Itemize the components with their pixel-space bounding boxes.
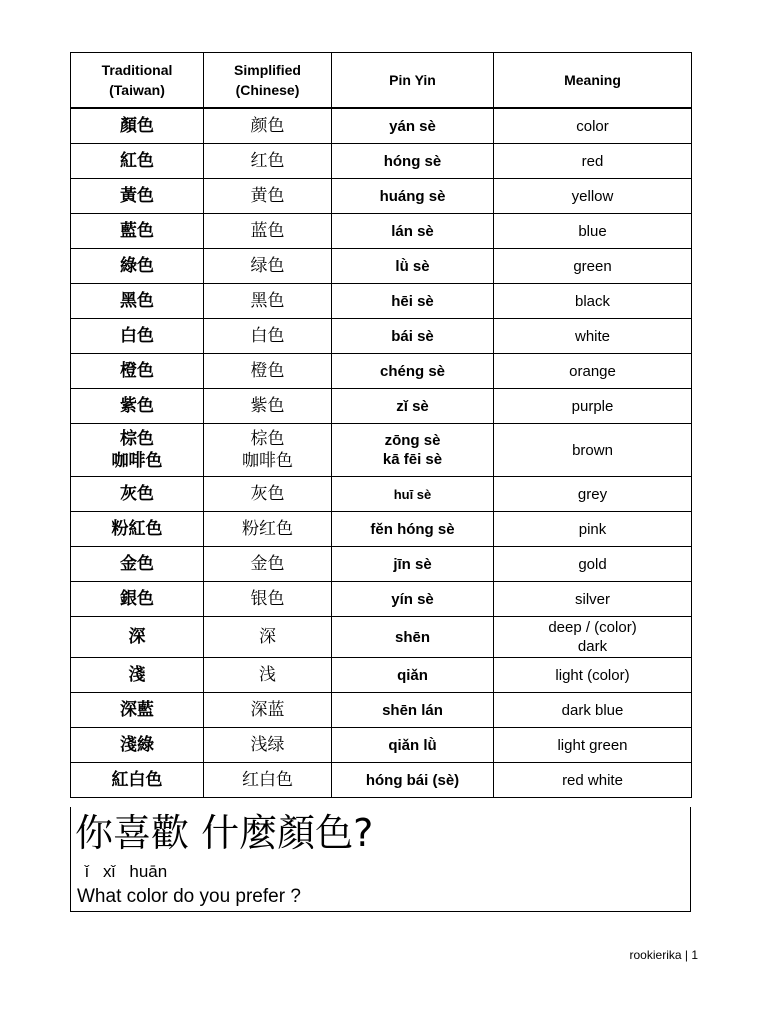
simplified-cell [204, 547, 332, 582]
meaning-cell-text: dark [577, 638, 608, 655]
traditional-cell-text: 深藍 [120, 700, 154, 720]
meaning-cell-text: red [581, 152, 604, 170]
meaning-cell [494, 284, 692, 319]
simplified-cell-text: 银色 [250, 589, 285, 609]
meaning-cell-text: yellow [571, 187, 614, 205]
traditional-cell [71, 249, 204, 284]
traditional-cell-text: 棕色 [120, 429, 154, 449]
table-row [71, 144, 692, 179]
simplified-cell-text: 红色 [250, 151, 285, 171]
header-meaning: Meaning [494, 53, 692, 109]
simplified-cell-text: 粉红色 [242, 519, 293, 539]
meaning-cell-text: deep / (color) [548, 619, 637, 636]
pinyin-cell-text: zǐ sè [396, 397, 429, 415]
meaning-cell-text: black [574, 292, 611, 310]
pinyin-cell [332, 214, 494, 249]
pinyin-cell-text: kā fēi sè [382, 451, 443, 468]
traditional-cell-text: 灰色 [120, 484, 154, 504]
meaning-cell-text: light green [557, 736, 628, 754]
pinyin-cell-text: hóng bái (sè) [365, 771, 460, 789]
table-row [71, 477, 692, 512]
meaning-cell-text: purple [571, 397, 614, 415]
table-row [71, 214, 692, 249]
traditional-cell [71, 512, 204, 547]
pinyin-cell [332, 249, 494, 284]
table-row [71, 693, 692, 728]
table-row [71, 179, 692, 214]
simplified-cell [204, 617, 332, 658]
simplified-cell [204, 214, 332, 249]
table-body [71, 108, 692, 798]
pinyin-cell [332, 108, 494, 144]
meaning-cell [494, 319, 692, 354]
traditional-cell-text: 咖啡色 [111, 451, 163, 471]
simplified-cell [204, 284, 332, 319]
meaning-cell [494, 547, 692, 582]
header-traditional [71, 53, 204, 109]
meaning-cell [494, 214, 692, 249]
simplified-cell-text: 棕色 [250, 429, 285, 449]
table-row [71, 728, 692, 763]
table-row [71, 284, 692, 319]
pinyin-cell [332, 693, 494, 728]
simplified-cell-text: 深蓝 [250, 700, 285, 720]
simplified-cell-text: 金色 [250, 554, 285, 574]
meaning-cell [494, 512, 692, 547]
pinyin-cell-text: chéng sè [379, 362, 446, 380]
pinyin-cell [332, 389, 494, 424]
meaning-cell [494, 763, 692, 798]
meaning-cell [494, 477, 692, 512]
meaning-cell-text: white [574, 327, 611, 345]
simplified-cell-text: 白色 [250, 326, 285, 346]
table-row [71, 658, 692, 693]
simplified-cell-text: 灰色 [250, 484, 285, 504]
traditional-cell [71, 284, 204, 319]
pinyin-cell-text: jīn sè [393, 555, 432, 573]
traditional-cell [71, 389, 204, 424]
meaning-cell [494, 389, 692, 424]
simplified-cell-text: 黄色 [250, 186, 285, 206]
pinyin-cell [332, 319, 494, 354]
simplified-cell [204, 424, 332, 477]
meaning-cell-text: blue [578, 222, 607, 240]
table-row [71, 354, 692, 389]
meaning-cell-text: orange [569, 362, 616, 380]
simplified-cell [204, 763, 332, 798]
simplified-cell-text: 绿色 [250, 256, 285, 276]
simplified-cell [204, 582, 332, 617]
simplified-cell [204, 354, 332, 389]
meaning-cell [494, 249, 692, 284]
table-row [71, 424, 692, 477]
traditional-cell-text: 銀色 [120, 589, 154, 609]
traditional-cell-text: 黑色 [120, 291, 154, 311]
table-row [71, 582, 692, 617]
simplified-cell [204, 512, 332, 547]
meaning-cell [494, 693, 692, 728]
pinyin-cell [332, 763, 494, 798]
question-pinyin: ǐ xǐ huān [85, 862, 168, 881]
header-traditional-line2: (Taiwan) [109, 82, 165, 98]
pinyin-cell [332, 284, 494, 319]
table-row [71, 319, 692, 354]
pinyin-cell [332, 617, 494, 658]
meaning-cell-text: light (color) [555, 666, 630, 684]
meaning-cell-text: green [573, 257, 612, 275]
pinyin-cell-text: yín sè [391, 590, 434, 608]
pinyin-cell-text: lán sè [391, 222, 434, 240]
traditional-cell [71, 728, 204, 763]
meaning-cell-text: dark blue [561, 701, 624, 719]
pinyin-cell [332, 477, 494, 512]
pinyin-cell [332, 547, 494, 582]
traditional-cell-text: 綠色 [120, 256, 154, 276]
table-row [71, 617, 692, 658]
simplified-cell [204, 728, 332, 763]
table-header-row [71, 53, 692, 109]
meaning-cell [494, 617, 692, 658]
meaning-cell-text: red white [562, 771, 623, 789]
traditional-cell-text: 紅白色 [111, 770, 163, 790]
pinyin-cell-text: lǜ sè [395, 257, 430, 275]
simplified-cell [204, 179, 332, 214]
traditional-cell-text: 淺 [128, 665, 146, 685]
meaning-cell-text: gold [578, 555, 607, 573]
meaning-cell-text: color [576, 117, 609, 135]
meaning-cell-text: grey [577, 485, 608, 503]
table-row [71, 512, 692, 547]
simplified-cell-text: 蓝色 [250, 221, 285, 241]
table-row [71, 547, 692, 582]
simplified-cell [204, 108, 332, 144]
vocabulary-table [70, 52, 692, 798]
pinyin-cell [332, 582, 494, 617]
simplified-cell [204, 144, 332, 179]
page-footer: rookierika | 1 [629, 948, 698, 962]
traditional-cell-text: 藍色 [120, 221, 154, 241]
traditional-cell-text: 粉紅色 [111, 519, 163, 539]
traditional-cell-text: 淺綠 [120, 735, 154, 755]
simplified-cell [204, 319, 332, 354]
simplified-cell [204, 477, 332, 512]
pinyin-cell-text: huáng sè [379, 187, 446, 205]
pinyin-cell [332, 144, 494, 179]
pinyin-cell [332, 512, 494, 547]
meaning-cell [494, 658, 692, 693]
traditional-cell [71, 477, 204, 512]
pinyin-cell-text: yán sè [389, 117, 436, 135]
table-row [71, 249, 692, 284]
question-english: What color do you prefer ? [77, 886, 301, 907]
traditional-cell-text: 黃色 [120, 186, 154, 206]
traditional-cell [71, 144, 204, 179]
meaning-cell-text: pink [578, 520, 607, 538]
pinyin-cell-text: fěn hóng sè [370, 520, 455, 538]
traditional-cell [71, 214, 204, 249]
simplified-cell-text: 深 [259, 627, 276, 647]
pinyin-cell [332, 179, 494, 214]
simplified-cell-text: 红白色 [242, 770, 293, 790]
header-simplified-line2: (Chinese) [235, 82, 300, 98]
traditional-cell [71, 319, 204, 354]
traditional-cell-text: 深 [128, 627, 146, 647]
meaning-cell [494, 424, 692, 477]
meaning-cell [494, 108, 692, 144]
pinyin-cell-text: shēn lán [382, 701, 443, 719]
traditional-cell [71, 582, 204, 617]
traditional-cell-text: 紫色 [120, 396, 154, 416]
pinyin-cell-text: huī sè [393, 486, 432, 502]
simplified-cell-text: 浅 [259, 665, 276, 685]
traditional-cell [71, 693, 204, 728]
traditional-cell-text: 白色 [120, 326, 154, 346]
pinyin-cell-text: zōng sè [384, 432, 441, 449]
simplified-cell [204, 389, 332, 424]
pinyin-cell-text: hóng sè [383, 152, 442, 170]
traditional-cell-text: 紅色 [120, 151, 154, 171]
traditional-cell-text: 橙色 [120, 361, 154, 381]
traditional-cell [71, 658, 204, 693]
question-box [70, 807, 691, 912]
pinyin-cell [332, 354, 494, 389]
meaning-cell [494, 582, 692, 617]
question-chinese: 你喜歡 什麼顏色? [75, 811, 374, 855]
traditional-cell [71, 763, 204, 798]
simplified-cell-text: 咖啡色 [242, 451, 293, 471]
simplified-cell-text: 颜色 [250, 116, 285, 136]
meaning-cell [494, 354, 692, 389]
traditional-cell-text: 顏色 [120, 116, 154, 136]
traditional-cell [71, 617, 204, 658]
meaning-cell [494, 144, 692, 179]
traditional-cell [71, 108, 204, 144]
meaning-cell-text: silver [574, 590, 610, 608]
header-pinyin: Pin Yin [332, 53, 494, 109]
simplified-cell [204, 658, 332, 693]
traditional-cell [71, 179, 204, 214]
header-simplified-line1: Simplified [234, 62, 301, 78]
header-traditional-line1: Traditional [101, 62, 173, 78]
traditional-cell [71, 424, 204, 477]
simplified-cell [204, 249, 332, 284]
pinyin-cell [332, 728, 494, 763]
pinyin-cell [332, 424, 494, 477]
simplified-cell-text: 浅绿 [250, 735, 285, 755]
simplified-cell-text: 紫色 [250, 396, 285, 416]
meaning-cell [494, 179, 692, 214]
header-simplified [204, 53, 332, 109]
table-row [71, 763, 692, 798]
simplified-cell [204, 693, 332, 728]
table-row [71, 389, 692, 424]
simplified-cell-text: 黑色 [250, 291, 285, 311]
simplified-cell-text: 橙色 [250, 361, 285, 381]
pinyin-cell-text: qiǎn [397, 666, 428, 684]
meaning-cell-text: brown [572, 441, 613, 459]
pinyin-cell [332, 658, 494, 693]
pinyin-cell-text: shēn [394, 628, 430, 646]
meaning-cell [494, 728, 692, 763]
traditional-cell [71, 547, 204, 582]
pinyin-cell-text: qiǎn lǜ [388, 736, 437, 754]
pinyin-cell-text: hēi sè [391, 292, 434, 310]
traditional-cell-text: 金色 [120, 554, 154, 574]
traditional-cell [71, 354, 204, 389]
pinyin-cell-text: bái sè [391, 327, 434, 345]
table-row [71, 108, 692, 144]
